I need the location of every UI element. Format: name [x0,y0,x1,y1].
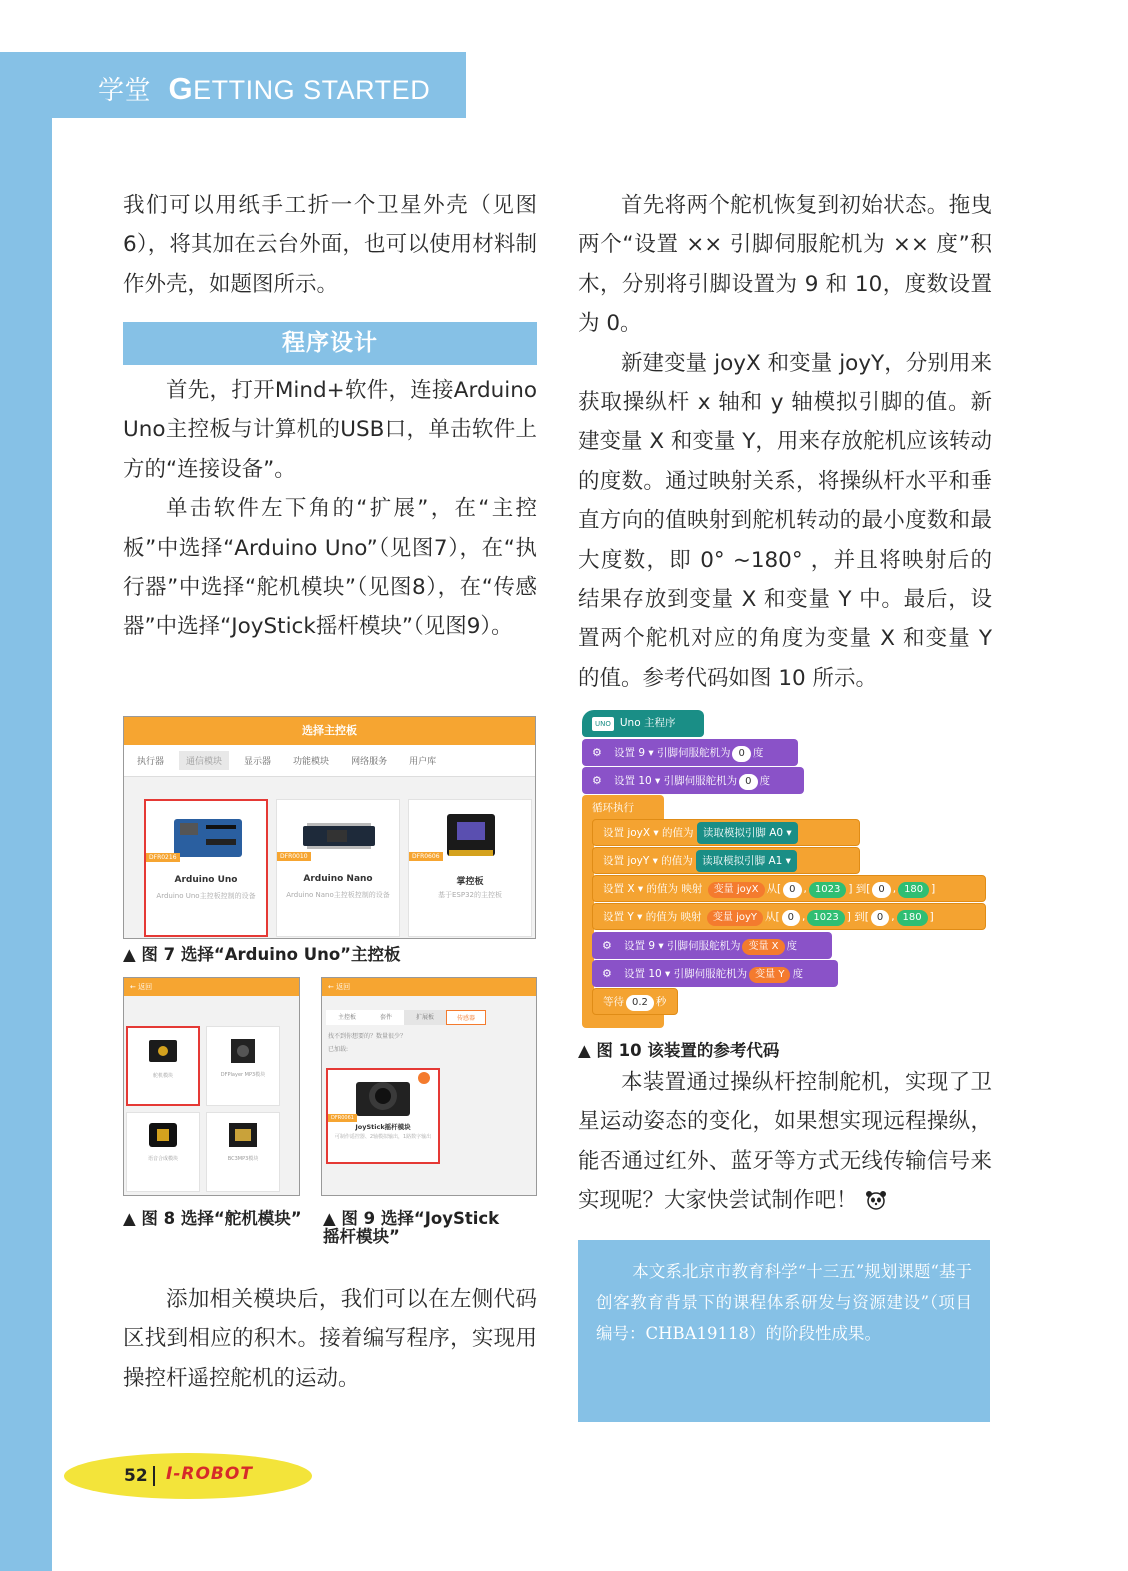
brand-logo: I-ROBOT [166,1464,253,1484]
left-para-1: 我们可以用纸手工折一个卫星外壳（见图6），将其加在云台外面，也可以使用材料制作外壳，如题图所示。 [123,193,537,297]
fig8-card-speech [126,1112,200,1192]
speech-module-icon [143,1117,183,1153]
code-text: ] [929,911,934,923]
fig7-title: 选择主控板 [124,717,535,745]
code-text: 度 [752,747,764,759]
code-text: 从[ [766,883,782,895]
fig9-tab: 扩展板 [404,1010,446,1025]
right-para-1: 首先将两个舵机恢复到初始状态。拖曳两个“设置 ×× 引脚伺服舵机为 ×× 度”积木，分别将引脚设置为 9 和 10，度数设置为 0。 [578,193,992,337]
code-text: 的值为 [662,827,694,839]
code-text: 设置 [614,775,635,787]
fig9-hint: 找不到你想要的？数量很少？ [328,1033,407,1040]
fig9-minus-icon [418,1072,430,1084]
code-text: joyY ▾ [627,855,658,867]
code-text: 读取模拟引脚 [702,827,766,839]
code-read-analog-1 [696,850,797,872]
fig8-bar: ← 返回 [124,978,299,996]
code-text: A0 ▾ [769,827,792,839]
fig7-card-tag: DFR0606 [409,852,443,861]
code-text: 秒 [655,996,667,1008]
code-pill: 180 [898,882,929,898]
code-main-label: Uno 主程序 [619,717,676,729]
fig7-card-name: Arduino Uno [174,875,238,885]
fig7-card-nano [276,799,400,937]
left-para-4: 添加相关模块后，我们可以在左侧代码区找到相应的积木。接着编写程序，实现用操控杆遥控舵机的运动。 [123,1287,537,1391]
servo-icon: ⚙ [592,746,602,759]
fig8-card-bc3 [206,1112,280,1192]
fig7-card-desc: Arduino Nano主控板控制的设备 [286,891,390,899]
fig8-card-label: 舵机模块 [152,1073,173,1079]
right-para-3 [578,1063,992,1221]
fig7-card-tag: DFR0216 [146,853,180,862]
servo-icon: ⚙ [602,939,612,952]
fig9-card-tag: DFR0061 [328,1114,357,1122]
code-text: 设置 [614,747,635,759]
header-en: ETTING STARTED [193,75,431,105]
code-text: X ▾ [627,883,644,895]
fig9-bar: ← 返回 [322,978,536,996]
code-text: ] 到[ [848,883,871,895]
fig7-card-name: 掌控板 [456,877,484,887]
left-para-3: 单击软件左下角的“扩展”，在“主控板”中选择“Arduino Uno”（见图7），在“执行器”中选择“舵机模块”（见图8），在“传感器”中选择“JoyStick摇杆模块”（见图9）。 [123,496,537,640]
code-main-block [582,710,704,737]
right-paras-wrap [578,186,992,698]
code-pill: 0 [782,910,800,926]
fig9-card-label: JoyStick摇杆模块 [355,1123,411,1131]
fig7-card-tag: DFR0010 [277,852,311,861]
fig9-tab: 主控板 [326,1010,368,1025]
fig7-tab: 用户库 [409,757,437,767]
fig9-tab: 传感器 [446,1010,486,1025]
code-text: ] 到[ [846,911,869,923]
fig7-card-controller [408,799,532,937]
code-text: joyX ▾ [627,827,659,839]
code-pill: 0 [732,746,750,762]
servo-icon: ⚙ [592,774,602,787]
right-para-2: 新建变量 joyX 和变量 joyY，分别用来获取操纵杆 x 轴和 y 轴模拟引脚的值。新建变量 X 和变量 Y，用来存放舵机应该转动的度数。通过映射关系，将操纵杆水平和垂直方向的值映射到舵机转动的最小度数和最大度数，即 0° ~180° ，并且将映射后的结果存放到变量 X 和变量 Y 中。最后，设置两个舵机对应的角度为变量 X 和变量 Y 的值。参考代码如图 10 所示。 [578,350,992,691]
fig8-card-label: DFPlayer MP3模块 [220,1072,266,1078]
code-text: , [892,883,897,895]
page-number: 52 [124,1466,148,1486]
fig7-card-desc: 基于ESP32的主控板 [438,891,502,899]
fig9-caption-line1: ▲ 图 9 选择“JoyStick [323,1209,500,1228]
section-title: 程序设计 [123,322,537,365]
code-pill: 0 [739,774,757,790]
fig7-card-name: Arduino Nano [303,874,373,884]
code-text: 度 [759,775,771,787]
code-text: 映射 [680,911,702,923]
fig10-code-blocks [582,706,1002,1028]
code-text: 设置 [624,968,645,980]
code-text: 引脚伺服舵机为 [673,968,748,980]
code-text: 的值为 [661,855,693,867]
running-header [98,70,430,107]
code-text: 引脚伺服舵机为 [656,747,731,759]
fig9-screenshot [321,977,537,1196]
code-text: 度 [792,968,803,980]
uno-chip-icon: UNO [592,717,614,731]
fig7-screenshot [123,716,536,939]
fig9-tab: 套件 [368,1010,404,1025]
fig7-tab: 通信模块 [179,751,229,770]
fig7-card-desc: Arduino Uno主控板控制的设备 [156,892,256,900]
header-initial: G [168,71,194,106]
code-text: 映射 [681,883,703,895]
mp3-module-icon [223,1033,263,1069]
code-text: 设置 [603,911,624,923]
fig9-caption-line2: 摇杆模块” [323,1227,400,1246]
servo-icon: ⚙ [602,967,612,980]
code-text: 设置 [603,855,624,867]
bc3-module-icon [223,1117,263,1153]
code-pill: 变量 joyX [708,882,765,898]
fig7-card-uno [144,799,268,937]
code-loop-head: 循环执行 [582,795,664,822]
code-pill: 0 [872,882,890,898]
funding-note-box [578,1240,990,1422]
code-text: , [803,883,807,895]
fig10-caption: ▲ 图 10 该装置的参考代码 [578,1041,780,1060]
fig8-card-mp3 [206,1026,280,1106]
header-zh: 学堂 [98,76,152,106]
fig7-tab: 显示器 [244,757,272,767]
fig7-tab: 网络服务 [351,757,388,767]
right-para-3-text: 本装置通过操纵杆控制舵机，实现了卫星运动姿态的变化，如果想实现远程操纵，能否通过红外、蓝牙等方式无线传输信号来实现呢？大家快尝试制作吧！ [578,1070,992,1214]
code-text: 等待 [603,996,624,1008]
fig8-caption: ▲ 图 8 选择“舵机模块” [123,1209,302,1228]
code-text: 从[ [765,911,780,923]
code-text: 的值为 [646,883,678,895]
fig8-card-label: BC3MP3模块 [227,1156,259,1162]
code-text: 引脚伺服舵机为 [663,775,738,787]
code-text: 设置 [603,883,624,895]
code-text: 9 ▾ [638,747,654,759]
code-text: Y ▾ [627,911,643,923]
code-pill: 变量 joyY [707,910,763,926]
fig8-screenshot [123,977,300,1196]
code-text: , [802,911,806,923]
code-text: , [891,911,895,923]
fig9-tabs [322,996,536,1025]
side-strip [0,52,52,1571]
code-pill: 1023 [809,882,846,898]
code-text: 引脚伺服舵机为 [666,940,741,952]
panda-icon [864,1190,888,1210]
code-pill: 变量 Y [749,967,790,983]
code-read-analog-0 [697,822,798,844]
code-pill: 0 [871,910,889,926]
footer-divider [153,1466,155,1486]
code-set-y [592,903,986,930]
code-set-joyy [592,847,860,874]
fig8-card-servo [126,1026,200,1106]
fig7-tab: 功能模块 [293,757,330,767]
code-text: 读取模拟引脚 [702,855,766,867]
code-servo-10-y [592,960,838,987]
code-text: 10 ▾ [638,775,661,787]
left-para-1-wrap [123,186,537,304]
code-text: 度 [786,940,798,952]
fig7-tabs [124,745,535,777]
fig9-loaded: 已加载: [328,1046,349,1053]
code-pill: 0.2 [626,995,654,1011]
code-text: ] [931,883,936,895]
code-servo-9-x [592,932,832,959]
code-text: 10 ▾ [648,968,671,980]
servo-module-icon [143,1034,183,1070]
fig7-tab: 执行器 [137,757,165,767]
code-text: 9 ▾ [648,940,664,952]
funding-note: 本文系北京市教育科学“十三五”规划课题“基于创客教育背景下的课程体系研发与资源建设”（项目编号：CHBA19118）的阶段性成果。 [596,1262,972,1343]
joystick-module-icon [348,1074,418,1120]
code-text: 设置 [603,827,624,839]
code-servo-init-10 [582,767,804,794]
fig7-caption: ▲ 图 7 选择“Arduino Uno”主控板 [123,945,401,964]
code-servo-init-9 [582,739,798,766]
code-pill: 0 [783,882,801,898]
code-pill: 180 [897,910,928,926]
left-para-2: 首先，打开Mind+软件，连接Arduino Uno主控板与计算机的USB口，单击软件上方的“连接设备”。 [123,378,537,482]
fig9-card-desc: 可制作遥控器、2轴模拟输出，1路数字输出 [334,1134,432,1140]
right-para-3-wrap [578,1063,992,1221]
code-wait [592,988,678,1015]
left-para-4-wrap [123,1280,537,1398]
left-para-2-3-wrap [123,371,537,647]
code-set-x [592,875,986,902]
code-text: A1 ▾ [768,855,791,867]
code-pill: 变量 X [742,939,784,955]
code-text: 的值为 [645,911,678,923]
code-pill: 1023 [807,910,844,926]
code-text: 设置 [624,940,645,952]
fig8-card-label: 语音合成模块 [147,1156,178,1162]
code-set-joyx [592,819,860,846]
